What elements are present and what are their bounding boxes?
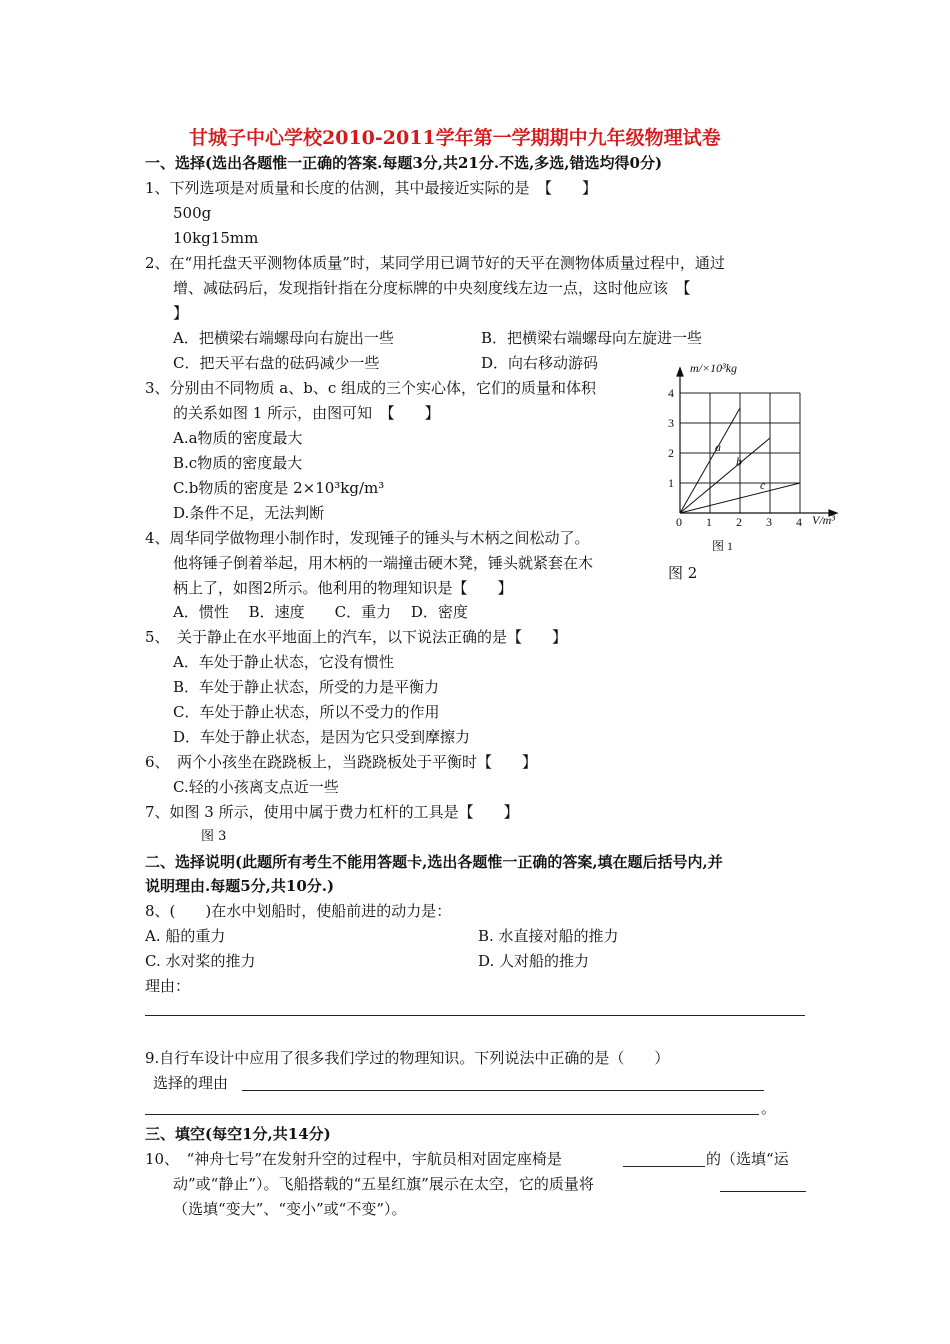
y-axis-arrow [677,368,683,376]
y-tick-3: 3 [668,416,674,430]
q7-stem: 7、如图 3 所示，使用中属于费力杠杆的工具是【 】 [145,803,519,821]
q8-option-b: B. 水直接对船的推力 [478,927,619,945]
figure-3-caption: 图 3 [201,829,227,844]
q8-reason-line[interactable] [145,1015,805,1016]
q10-line-2: 动”或“静止”）。飞船搭载的“五星红旗”展示在太空，它的质量将 [173,1175,594,1193]
section-3-heading: 三、填空(每空1分,共14分) [145,1125,331,1143]
x-tick-3: 3 [766,515,772,529]
y-axis-label: m/×10³kg [690,361,738,375]
q10-blank-2[interactable] [720,1191,806,1192]
q3-option-d: D.条件不足，无法判断 [173,504,325,522]
q2-option-b: B．把横梁右端螺母向左旋进一些 [481,329,703,347]
q10-blank-1[interactable] [623,1166,705,1167]
q5-option-d: D．车处于静止状态，是因为它只受到摩擦力 [173,728,471,746]
section-1-heading: 一、选择(选出各题惟一正确的答案.每题3分,共21分.不选,多选,错选均得0分) [145,154,663,172]
series-label-c: c [760,478,766,492]
q5-option-b: B．车处于静止状态，所受的力是平衡力 [173,678,440,696]
q2-option-c: C．把天平右盘的砝码减少一些 [173,354,380,372]
q3-line-1: 3、分别由不同物质 a、b、c 组成的三个实心体，它们的质量和体积 [145,379,597,397]
chart-grid [680,393,800,513]
q10-line-3: （选填“变大”、“变小”或“不变”）。 [173,1200,407,1218]
page-title: 甘城子中心学校2010-2011学年第一学期期中九年级物理试卷 [189,127,721,149]
q9-period: 。 [761,1099,777,1117]
q2-line-3: 】 [173,304,189,322]
x-axis-label: V/m³ [812,513,835,527]
q9-reason-line-2[interactable] [145,1114,759,1115]
x-tick-1: 1 [706,515,712,529]
q1-stem: 1、下列选项是对质量和长度的估测，其中最接近实际的是 【 】 [145,179,598,197]
q5-stem: 5、 关于静止在水平地面上的汽车，以下说法正确的是【 】 [145,628,568,646]
q8-reason-label: 理由： [145,977,191,995]
q4-options: A．惯性 B．速度 C．重力 D．密度 [173,603,468,621]
q9-reason-label: 选择的理由 [153,1074,229,1092]
series-label-a: a [715,439,721,454]
figure-1-mass-volume-chart [662,360,847,560]
q4-line-1: 4、周华同学做物理小制作时，发现锤子的锤头与木柄之间松动了。 [145,529,590,547]
section-2-heading: 二、选择说明(此题所有考生不能用答题卡,选出各题惟一正确的答案,填在题后括号内,并 [145,853,723,871]
q9-stem: 9.自行车设计中应用了很多我们学过的物理知识。下列说法中正确的是（ ） [145,1049,670,1067]
q10-line-1a: 10、 “神舟七号”在发射升空的过程中，宇航员相对固定座椅是 [145,1150,562,1168]
x-tick-0: 0 [676,515,682,529]
q3-option-a: A.a物质的密度最大 [173,429,303,447]
y-tick-2: 2 [668,446,674,460]
y-tick-1: 1 [668,476,674,490]
q8-option-c: C. 水对桨的推力 [145,952,256,970]
q2-option-d: D．向右移动游码 [481,354,599,372]
q8-option-d: D. 人对船的推力 [478,952,590,970]
y-tick-4: 4 [668,386,674,400]
q2-line-1: 2、在“用托盘天平测物体质量”时，某同学用已调节好的天平在测物体质量过程中，通过 [145,254,725,272]
q2-line-2: 增、减砝码后，发现指针指在分度标牌的中央刻度线左边一点，这时他应该 【 [173,279,691,297]
figure-2-caption: 图 2 [668,564,698,582]
x-tick-4: 4 [796,515,802,529]
q6-option-c: C.轻的小孩离支点近一些 [173,778,339,796]
q9-reason-line-1[interactable] [242,1090,764,1091]
q2-option-a: A．把横梁右端螺母向右旋出一些 [173,329,394,347]
q3-option-c: C.b物质的密度是 2×10³kg/m³ [173,479,385,497]
q10-line-1b: 的（选填“运 [706,1150,789,1168]
q3-line-2: 的关系如图 1 所示，由图可知 【 】 [173,404,440,422]
series-label-b: b [736,454,742,469]
q8-option-a: A. 船的重力 [145,927,226,945]
section-2-heading-cont: 说明理由.每题5分,共10分.) [145,877,335,895]
q3-option-b: B.c物质的密度最大 [173,454,303,472]
x-tick-2: 2 [736,515,742,529]
figure-1-caption: 图 1 [712,539,734,553]
q5-option-a: A．车处于静止状态，它没有惯性 [173,653,394,671]
q8-stem: 8、( )在水中划船时，使船前进的动力是： [145,902,452,920]
q1-option-2: 10kg15mm [173,229,259,247]
q4-line-3: 柄上了，如图2所示。他利用的物理知识是【 】 [173,579,513,597]
q5-option-c: C．车处于静止状态，所以不受力的作用 [173,703,440,721]
q1-option-1: 500g [173,204,212,222]
q4-line-2: 他将锤子倒着举起，用木柄的一端撞击硬木凳，锤头就紧套在木 [173,554,594,572]
q6-stem: 6、 两个小孩坐在跷跷板上，当跷跷板处于平衡时【 】 [145,753,538,771]
